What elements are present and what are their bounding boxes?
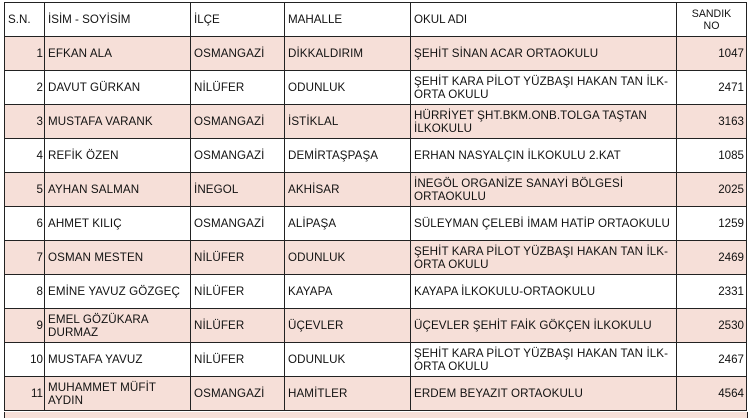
cell-sn: 1 (5, 37, 45, 71)
cell-ilce: OSMANGAZİ (191, 377, 285, 411)
header-mahalle: MAHALLE (285, 3, 411, 37)
table-row (5, 105, 747, 139)
table-row (5, 207, 747, 241)
table-row (5, 275, 747, 309)
cell-sandik-no: 1259 (677, 207, 747, 241)
cell-sn: 2 (5, 71, 45, 105)
cell-okul: İNEGÖL ORGANİZE SANAYİ BÖLGESİ ORTAOKULU (411, 173, 677, 207)
cell-name: OSMAN MESTEN (45, 241, 191, 275)
cell-ilce: NİLÜFER (191, 71, 285, 105)
header-sandik-line2: NO (703, 19, 720, 32)
cell-ilce: OSMANGAZİ (191, 37, 285, 71)
cell-sn: 8 (5, 275, 45, 309)
header-sandik-line1: SANDIK (691, 7, 732, 20)
cell-okul: KAYAPA İLKOKULU-ORTAOKULU (411, 275, 677, 309)
cell-mahalle: ODUNLUK (285, 241, 411, 275)
cell-sandik-no: 2469 (677, 241, 747, 275)
cell-mahalle: DİKKALDIRIM (285, 37, 411, 71)
cell-sandik-no: 2471 (677, 71, 747, 105)
cell-sandik-no: 2467 (677, 343, 747, 377)
cell-ilce: NİLÜFER (191, 309, 285, 343)
cell-okul: ŞEHİT SİNAN ACAR ORTAOKULU (411, 37, 677, 71)
cell-mahalle: ODUNLUK (285, 343, 411, 377)
cell-ilce: NİLÜFER (191, 241, 285, 275)
cell-okul: ERHAN NASYALÇIN İLKOKULU 2.KAT (411, 139, 677, 173)
cell-name: AHMET KILIÇ (45, 207, 191, 241)
cell-sn: 5 (5, 173, 45, 207)
cell-sandik-no: 3163 (677, 105, 747, 139)
table-row (5, 71, 747, 105)
table-row (5, 37, 747, 71)
table-row (5, 139, 747, 173)
cell-name: EMEL GÖZÜKARA DURMAZ (45, 309, 191, 343)
cell-mahalle: ÜÇEVLER (285, 309, 411, 343)
cell-sn: 9 (5, 309, 45, 343)
cell-okul: ERDEM BEYAZIT ORTAOKULU (411, 377, 677, 411)
cell-sandik-no: 1047 (677, 37, 747, 71)
table-row (5, 377, 747, 411)
cell-ilce: OSMANGAZİ (191, 207, 285, 241)
cell-okul: ŞEHİT KARA PİLOT YÜZBAŞI HAKAN TAN İLK-ORTA OKULU (411, 343, 677, 377)
cell-sn: 7 (5, 241, 45, 275)
table-row (5, 343, 747, 377)
header-ilce: İLÇE (191, 3, 285, 37)
table-row (5, 309, 747, 343)
cell-mahalle: KAYAPA (285, 275, 411, 309)
cell-ilce: OSMANGAZİ (191, 105, 285, 139)
header-sn: S.N. (5, 3, 45, 37)
cell-okul: ÜÇEVLER ŞEHİT FAİK GÖKÇEN İLKOKULU (411, 309, 677, 343)
cell-mahalle: HAMİTLER (285, 377, 411, 411)
cell-name: EFKAN ALA (45, 37, 191, 71)
cell-sn: 6 (5, 207, 45, 241)
cell-name: REFİK ÖZEN (45, 139, 191, 173)
cell-name: DAVUT GÜRKAN (45, 71, 191, 105)
header-sandik-no (677, 3, 747, 37)
cell-sandik-no: 2025 (677, 173, 747, 207)
next-row-edge (4, 412, 748, 418)
cell-okul: SÜLEYMAN ÇELEBİ İMAM HATİP ORTAOKULU (411, 207, 677, 241)
cell-name: MUSTAFA YAVUZ (45, 343, 191, 377)
cell-ilce: NİLÜFER (191, 275, 285, 309)
cell-ilce: NİLÜFER (191, 343, 285, 377)
cell-name: AYHAN SALMAN (45, 173, 191, 207)
cell-sn: 3 (5, 105, 45, 139)
cell-okul: ŞEHİT KARA PİLOT YÜZBAŞI HAKAN TAN İLK-ORTA OKULU (411, 241, 677, 275)
cell-mahalle: ALİPAŞA (285, 207, 411, 241)
cell-sandik-no: 1085 (677, 139, 747, 173)
table-row (5, 241, 747, 275)
cell-okul: ŞEHİT KARA PİLOT YÜZBAŞI HAKAN TAN İLK-ORTA OKULU (411, 71, 677, 105)
cell-sn: 10 (5, 343, 45, 377)
cell-mahalle: ODUNLUK (285, 71, 411, 105)
cell-name: MUHAMMET MÜFİT AYDIN (45, 377, 191, 411)
cell-name: EMİNE YAVUZ GÖZGEÇ (45, 275, 191, 309)
cell-name: MUSTAFA VARANK (45, 105, 191, 139)
cell-ilce: OSMANGAZİ (191, 139, 285, 173)
cell-sandik-no: 2530 (677, 309, 747, 343)
cell-mahalle: DEMİRTAŞPAŞA (285, 139, 411, 173)
cell-sn: 4 (5, 139, 45, 173)
cell-ilce: İNEGOL (191, 173, 285, 207)
cell-sandik-no: 4564 (677, 377, 747, 411)
header-name: İSİM - SOYİSİM (45, 3, 191, 37)
cell-sn: 11 (5, 377, 45, 411)
header-okul: OKUL ADI (411, 3, 677, 37)
table-header-row (5, 3, 747, 37)
sandik-table (4, 2, 747, 411)
table-row (5, 173, 747, 207)
cell-okul: HÜRRİYET ŞHT.BKM.ONB.TOLGA TAŞTAN İLKOKULU (411, 105, 677, 139)
cell-sandik-no: 2331 (677, 275, 747, 309)
cell-mahalle: AKHİSAR (285, 173, 411, 207)
cell-mahalle: İSTİKLAL (285, 105, 411, 139)
